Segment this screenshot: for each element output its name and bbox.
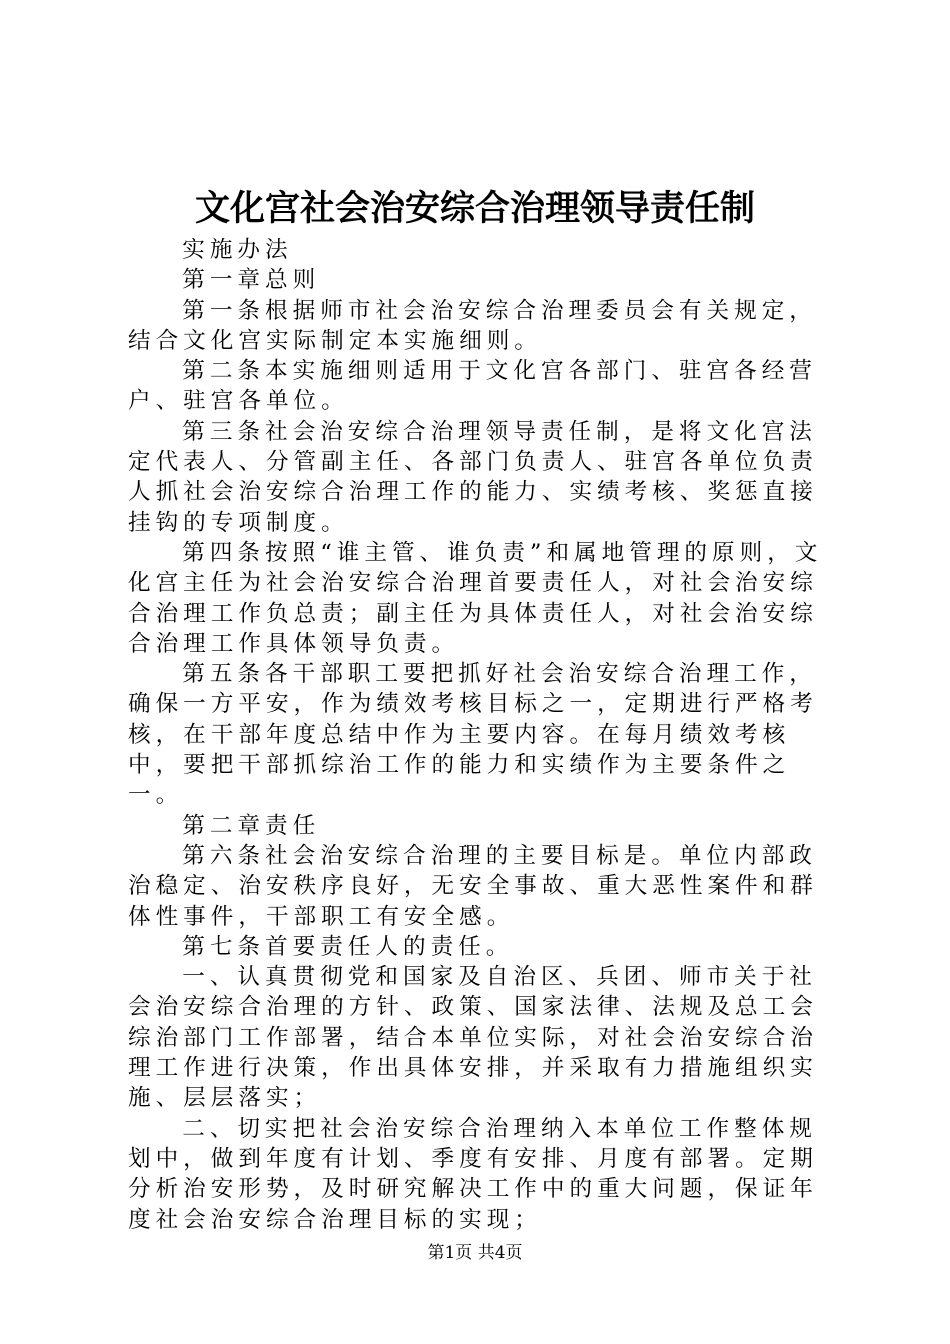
paragraph: 第五条各干部职工要把抓好社会治安综合治理工作，确保一方平安，作为绩效考核目标之一，定期进行严格考核，在干部年度总结中作为主要内容。在每月绩效考核中，要把干部抓综治工作的能力和实绩作为主要条件之一。 <box>128 661 818 809</box>
paragraph: 一、认真贯彻党和国家及自治区、兵团、师市关于社会治安综合治理的方针、政策、国家法律、法规及总工会综治部门工作部署，结合本单位实际，对社会治安综合治理工作进行决策，作出具体安排，并采取有力措施组织实施、层层落实； <box>128 964 818 1112</box>
paragraph: 第二条本实施细则适用于文化宫各部门、驻宫各经营户、驻宫各单位。 <box>128 358 817 415</box>
page-footer: 第1页 共4页 <box>427 1243 523 1263</box>
paragraph: 第二章责任 <box>182 812 321 839</box>
paragraph: 第三条社会治安综合治理领导责任制，是将文化宫法定代表人、分管副主任、各部门负责人、驻宫各单位负责人抓社会治安综合治理工作的能力、实绩考核、奖惩直接挂钩的专项制度。 <box>128 418 818 536</box>
paragraph: 第七条首要责任人的责任。 <box>182 933 514 960</box>
paragraph: 二、切实把社会治安综合治理纳入本单位工作整体规划中，做到年度有计划、季度有安排、月度有部署。定期分析治安形势，及时研究解决工作中的重大问题，保证年度社会治安综合治理目标的实现； <box>128 1115 818 1233</box>
paragraph: 第四条按照“谁主管、谁负责”和属地管理的原则，文化宫主任为社会治安综合治理首要责任人，对社会治安综合治理工作负总责；副主任为具体责任人，对社会治安综合治理工作具体领导负责。 <box>128 539 823 657</box>
document-body <box>128 235 832 1235</box>
document-title: 文化宫社会治安综合治理领导责任制 <box>194 188 755 229</box>
paragraph: 第一条根据师市社会治安综合治理委员会有关规定，结合文化宫实际制定本实施细则。 <box>128 297 817 354</box>
paragraph: 第一章总则 <box>182 267 321 294</box>
paragraph: 实施办法 <box>182 237 293 263</box>
paragraph: 第六条社会治安综合治理的主要目标是。单位内部政治稳定、治安秩序良好，无安全事故、重大恶性案件和群体性事件，干部职工有安全感。 <box>128 842 818 930</box>
